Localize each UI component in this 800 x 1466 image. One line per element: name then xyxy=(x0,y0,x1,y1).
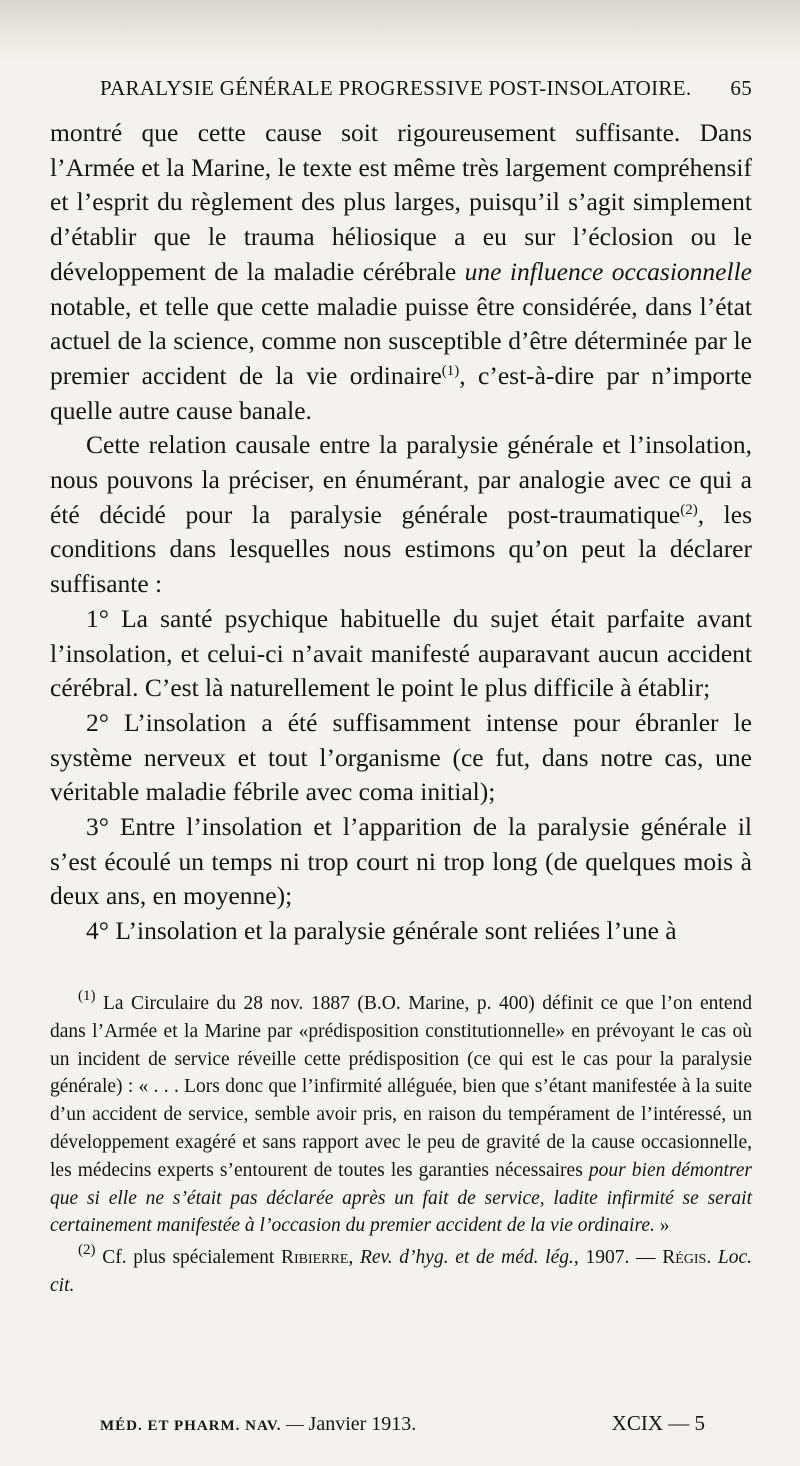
main-text xyxy=(50,116,752,949)
text-run: Cette relation causale entre la paralysie générale et l’insolation, nous pouvons la préciser, en énumérant, par analogie avec ce qui a été décidé pour la paralysie générale post-traumatique xyxy=(50,430,752,529)
footnotes xyxy=(50,990,752,1300)
scan-shadow xyxy=(0,0,800,60)
footnote-ref-2[interactable]: (2) xyxy=(680,501,698,518)
text-run: montré que cette cause soit rigoureusement suffisante. Dans l’Armée et la Marine, le texte est même très largement compréhensif et l’esprit du règlement des plus larges, puisqu’il s’agit simplement d’établir que le trauma héliosique a eu sur l’éclosion ou le développement de la maladie cérébrale xyxy=(50,118,752,286)
footer-separator: — xyxy=(286,1414,305,1434)
emphasis: une influence occasionnelle xyxy=(464,256,752,286)
footnote-ref-1[interactable]: (1) xyxy=(441,362,460,379)
text-run: , c’est-à-dire par n’importe quelle autre cause banale. xyxy=(50,360,752,425)
journal-abbrev: MÉD. ET PHARM. NAV. xyxy=(100,1418,282,1434)
text-run: Cf. plus spécialement xyxy=(95,1247,281,1269)
text-run: » xyxy=(654,1215,670,1237)
footer-left xyxy=(100,1413,416,1436)
footnote-2 xyxy=(50,1244,752,1300)
condition-item-1: 1° La santé psychique habituelle du sujet était parfaite avant l’insolation, et celui-ci n’avait manifesté auparavant aucun accident cérébral. C’est là naturellement le point le plus difficile à établir; xyxy=(50,603,752,703)
author-name: Ribierre xyxy=(280,1247,349,1269)
condition-item-2: 2° L’insolation a été suffisamment intense pour ébranler le système nerveux et tout l’organisme (ce fut, dans notre cas, une véritable maladie fébrile avec coma initial); xyxy=(50,707,752,807)
paragraph-continuation xyxy=(50,116,752,428)
author-name: Régis xyxy=(662,1247,707,1269)
footnote-1 xyxy=(50,990,752,1240)
running-header xyxy=(100,76,752,101)
paragraph-relation xyxy=(50,428,752,602)
text-run: La Circulaire du 28 nov. 1887 (B.O. Marine, p. 400) définit ce que l’on entend dans l’Armée et la Marine par «prédisposition constitutionnelle» en prévoyant le cas où un incident de service réveille cette prédisposition (ce qui est le cas pour la paralysie générale) : « . . . Lors donc que l’infirmité alléguée, bien que s’étant manifestée à la suite d’un accident de service, semble avoir pris, en raison du tempérament de l’intéressé, un développement exagéré et sans rapport avec le peu de gravité de la cause occasionnelle, les médecins experts s’entourent de toutes les garanties nécessaires xyxy=(50,993,752,1181)
issue-date: Janvier 1913. xyxy=(308,1413,417,1435)
text-run: , les conditions dans lesquelles nous estimons qu’on peut la déclarer suffisante : xyxy=(50,499,753,599)
footnote-marker-2: (2) xyxy=(78,1242,96,1259)
running-title: PARALYSIE GÉNÉRALE PROGRESSIVE POST-INSOLATOIRE. xyxy=(100,76,692,100)
journal-title: Rev. d’hyg. et de méd. lég. xyxy=(359,1247,574,1269)
text-run: , xyxy=(348,1247,360,1269)
signature-mark: XCIX — 5 xyxy=(611,1411,705,1435)
text-run: , 1907. — xyxy=(573,1247,663,1269)
page-number: 65 xyxy=(730,76,752,100)
citation: Loc. cit. xyxy=(50,1247,753,1296)
footnote-marker-1: (1) xyxy=(78,988,96,1004)
text-run: . xyxy=(706,1247,718,1269)
page-footer xyxy=(100,1411,705,1436)
text-run: notable, et telle que cette maladie puisse être considérée, dans l’état actuel de la science, comme non susceptible d’être déterminée par le premier accident de la vie ordinaire xyxy=(50,291,752,390)
condition-item-4: 4° L’insolation et la paralysie générale sont reliées l’une à xyxy=(86,916,677,946)
condition-item-3: 3° Entre l’insolation et l’apparition de la paralysie générale il s’est écoulé un temps ni trop court ni trop long (de quelques mois à deux ans, en moyenne); xyxy=(50,812,752,911)
emphasis: pour bien démontrer que si elle ne s’était pas déclarée après un fait de service, ladite infirmité se serait certainement manifestée à l’occasion du premier accident de la vie ordinaire. xyxy=(50,1159,752,1237)
